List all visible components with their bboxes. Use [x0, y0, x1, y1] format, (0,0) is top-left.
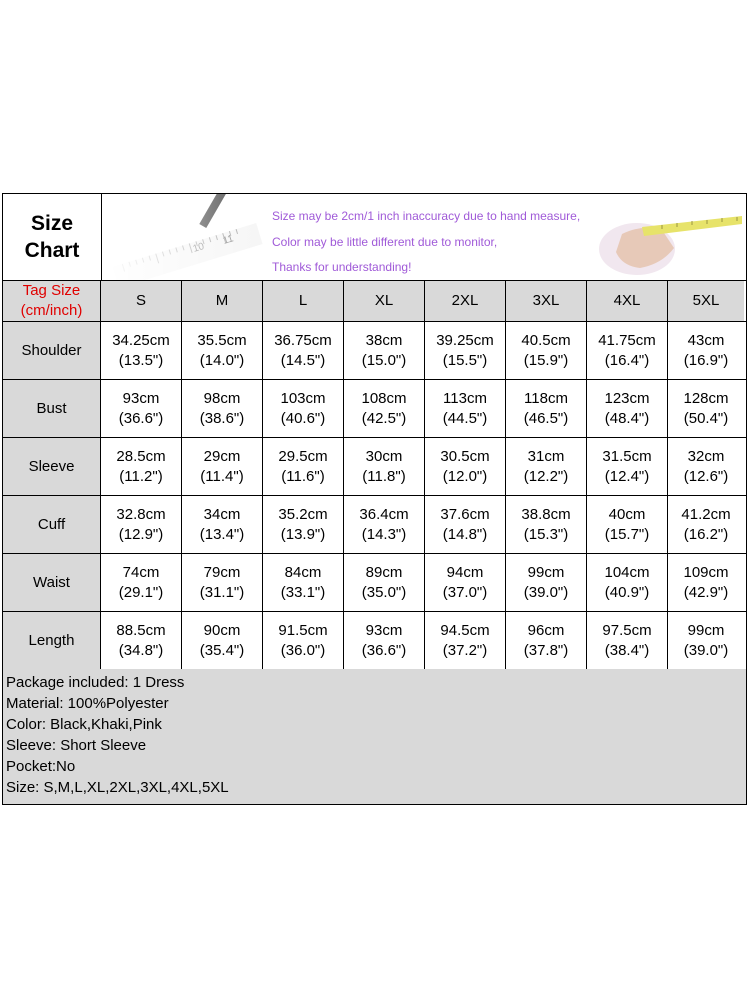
cm-value: 29cm [203, 447, 241, 465]
measurement-row-waist [3, 554, 746, 612]
measurement-cell [587, 322, 668, 379]
measurement-cell [425, 496, 506, 553]
inch-value: (11.2") [119, 467, 163, 485]
measurement-cell [425, 380, 506, 437]
measurement-cell [263, 380, 344, 437]
measurement-cell [182, 322, 263, 379]
inch-value: (15.0") [361, 351, 407, 369]
cm-value: 84cm [284, 563, 322, 581]
info-sleeve: Sleeve: Short Sleeve [6, 737, 147, 754]
inch-value: (12.6") [683, 467, 729, 485]
inch-value: (42.5") [361, 409, 407, 427]
measurement-cell [263, 322, 344, 379]
inch-value: (15.5") [442, 351, 488, 369]
cm-value: 32cm [687, 447, 725, 465]
inch-value: (11.6") [281, 467, 325, 485]
inch-value: (14.5") [280, 351, 326, 369]
measurement-cell [587, 612, 668, 669]
inch-value: (11.4") [200, 467, 244, 485]
inch-value: (29.1") [118, 583, 164, 601]
size-col-header: 4XL [587, 281, 668, 321]
tag-size-unit: (cm/inch) [20, 302, 83, 319]
measurement-cell [425, 612, 506, 669]
measurement-cell [587, 554, 668, 611]
title-line-1: Size [30, 212, 74, 235]
size-col-header: M [182, 281, 263, 321]
inch-value: (36.6") [361, 641, 407, 659]
product-info [3, 669, 746, 804]
measurement-row-shoulder [3, 322, 746, 380]
info-package: Package included: 1 Dress [6, 674, 185, 691]
inch-value: (40.9") [604, 583, 650, 601]
cm-value: 32.8cm [116, 505, 166, 523]
measurement-cell [668, 612, 744, 669]
cm-value: 94cm [446, 563, 484, 581]
size-chart [2, 193, 747, 805]
inch-value: (15.7") [604, 525, 650, 543]
tag-size-label: Tag Size [22, 282, 81, 299]
measurement-cell [263, 496, 344, 553]
cm-value: 99cm [687, 621, 725, 639]
measurement-row-sleeve [3, 438, 746, 496]
inch-value: (35.4") [199, 641, 245, 659]
measurement-cell [101, 496, 182, 553]
info-pocket: Pocket:No [6, 758, 76, 775]
inch-value: (33.1") [280, 583, 326, 601]
measurement-cell [263, 554, 344, 611]
inch-value: (39.0") [683, 641, 729, 659]
inch-value: (14.8") [442, 525, 488, 543]
inch-value: (16.9") [683, 351, 729, 369]
inch-value: (16.2") [683, 525, 729, 543]
size-col-header: S [101, 281, 182, 321]
measurement-cell [668, 554, 744, 611]
inch-value: (42.9") [683, 583, 729, 601]
measurement-cell [101, 612, 182, 669]
cm-value: 36.75cm [274, 331, 332, 349]
inch-value: (38.6") [199, 409, 245, 427]
cm-value: 39.25cm [436, 331, 494, 349]
inch-value: (15.9") [523, 351, 569, 369]
cm-value: 41.2cm [681, 505, 731, 523]
cm-value: 91.5cm [278, 621, 328, 639]
inch-value: (38.4") [604, 641, 650, 659]
measurement-cell [344, 380, 425, 437]
measure-banner [102, 194, 746, 280]
size-col-header: L [263, 281, 344, 321]
measurement-cell [263, 612, 344, 669]
row-label: Length [3, 612, 101, 669]
measurement-cell [668, 496, 744, 553]
size-col-header: 2XL [425, 281, 506, 321]
cm-value: 30cm [365, 447, 403, 465]
inch-value: (37.0") [442, 583, 488, 601]
measurement-cell [506, 380, 587, 437]
row-label: Bust [3, 380, 101, 437]
measurement-cell [182, 612, 263, 669]
cm-value: 43cm [687, 331, 725, 349]
measurement-cell [101, 554, 182, 611]
measurement-cell [101, 380, 182, 437]
cm-value: 30.5cm [440, 447, 490, 465]
size-header-row [3, 281, 746, 322]
cm-value: 35.5cm [197, 331, 247, 349]
cm-value: 128cm [683, 389, 729, 407]
inch-value: (14.0") [199, 351, 245, 369]
measurement-cell [668, 438, 744, 495]
inch-value: (36.0") [280, 641, 326, 659]
cm-value: 113cm [443, 389, 487, 407]
cm-value: 96cm [527, 621, 565, 639]
inch-value: (40.6") [280, 409, 326, 427]
cm-value: 104cm [604, 563, 650, 581]
row-label: Sleeve [3, 438, 101, 495]
info-color: Color: Black,Khaki,Pink [6, 716, 162, 733]
cm-value: 109cm [683, 563, 729, 581]
measurement-cell [668, 380, 744, 437]
chart-header [3, 194, 746, 281]
measurement-cell [506, 612, 587, 669]
row-label: Waist [3, 554, 101, 611]
cm-value: 97.5cm [602, 621, 652, 639]
inch-value: (37.8") [523, 641, 569, 659]
measurement-cell [587, 496, 668, 553]
size-col-header: 5XL [668, 281, 744, 321]
note-color: Color may be little different due to monitor, [272, 235, 498, 249]
cm-value: 41.75cm [598, 331, 656, 349]
inch-value: (15.3") [523, 525, 569, 543]
measurement-cell [506, 554, 587, 611]
inch-value: (31.1") [199, 583, 245, 601]
measurement-cell [101, 322, 182, 379]
inch-value: (12.9") [118, 525, 164, 543]
cm-value: 40cm [608, 505, 646, 523]
inch-value: (13.5") [118, 351, 164, 369]
cm-value: 36.4cm [359, 505, 409, 523]
inch-value: (48.4") [604, 409, 650, 427]
inch-value: (46.5") [523, 409, 569, 427]
measurement-cell [344, 612, 425, 669]
measurement-cell [182, 554, 263, 611]
cm-value: 38.8cm [521, 505, 571, 523]
inch-value: (16.4") [604, 351, 650, 369]
measurement-cell [506, 438, 587, 495]
measurement-cell [344, 554, 425, 611]
cm-value: 93cm [122, 389, 160, 407]
cm-value: 88.5cm [116, 621, 166, 639]
cm-value: 79cm [203, 563, 241, 581]
inch-value: (36.6") [118, 409, 164, 427]
cm-value: 103cm [280, 389, 326, 407]
measurement-cell [344, 496, 425, 553]
inch-value: (11.8") [362, 467, 406, 485]
inch-value: (12.0") [442, 467, 488, 485]
note-inaccuracy: Size may be 2cm/1 inch inaccuracy due to hand measure, [272, 209, 581, 223]
inch-value: (34.8") [118, 641, 164, 659]
title-line-2: Chart [24, 239, 80, 262]
inch-value: (12.2") [523, 467, 569, 485]
cm-value: 99cm [527, 563, 565, 581]
cm-value: 28.5cm [116, 447, 166, 465]
cm-value: 29.5cm [278, 447, 328, 465]
measurement-cell [506, 496, 587, 553]
cm-value: 31cm [527, 447, 565, 465]
measurement-cell [263, 438, 344, 495]
cm-value: 40.5cm [521, 331, 571, 349]
info-material: Material: 100%Polyester [6, 695, 169, 712]
note-thanks: Thanks for understanding! [272, 260, 412, 274]
cm-value: 31.5cm [602, 447, 652, 465]
measurement-cell [344, 438, 425, 495]
measurement-cell [425, 554, 506, 611]
cm-value: 118cm [524, 389, 568, 407]
cm-value: 108cm [361, 389, 407, 407]
cm-value: 34cm [203, 505, 241, 523]
row-label: Cuff [3, 496, 101, 553]
inch-value: (35.0") [361, 583, 407, 601]
measurement-cell [587, 438, 668, 495]
cm-value: 89cm [365, 563, 403, 581]
chart-title [25, 210, 80, 264]
inch-value: (13.9") [280, 525, 326, 543]
measurement-cell [425, 438, 506, 495]
cm-value: 90cm [203, 621, 241, 639]
measurement-cell [425, 322, 506, 379]
measurement-row-bust [3, 380, 746, 438]
inch-value: (37.2") [442, 641, 488, 659]
inch-value: (50.4") [683, 409, 729, 427]
info-sizes: Size: S,M,L,XL,2XL,3XL,4XL,5XL [6, 779, 229, 796]
measurement-cell [587, 380, 668, 437]
cm-value: 74cm [122, 563, 160, 581]
cm-value: 123cm [604, 389, 650, 407]
cm-value: 35.2cm [278, 505, 328, 523]
measurement-cell [182, 438, 263, 495]
measurement-cell [668, 322, 744, 379]
measurement-row-length [3, 612, 746, 670]
title-cell [3, 194, 102, 280]
inch-value: (14.3") [361, 525, 407, 543]
measurement-cell [182, 380, 263, 437]
inch-value: (13.4") [199, 525, 245, 543]
cm-value: 94.5cm [440, 621, 490, 639]
cm-value: 93cm [365, 621, 403, 639]
measurement-cell [506, 322, 587, 379]
size-col-header: XL [344, 281, 425, 321]
cm-value: 34.25cm [112, 331, 170, 349]
cm-value: 37.6cm [440, 505, 490, 523]
measurement-cell [182, 496, 263, 553]
tag-size-header [3, 281, 101, 321]
cm-value: 98cm [203, 389, 241, 407]
inch-value: (44.5") [442, 409, 488, 427]
row-label: Shoulder [3, 322, 101, 379]
cm-value: 38cm [365, 331, 403, 349]
inch-value: (12.4") [604, 467, 650, 485]
inch-value: (39.0") [523, 583, 569, 601]
size-col-header: 3XL [506, 281, 587, 321]
measurement-cell [101, 438, 182, 495]
measurement-row-cuff [3, 496, 746, 554]
measurement-cell [344, 322, 425, 379]
